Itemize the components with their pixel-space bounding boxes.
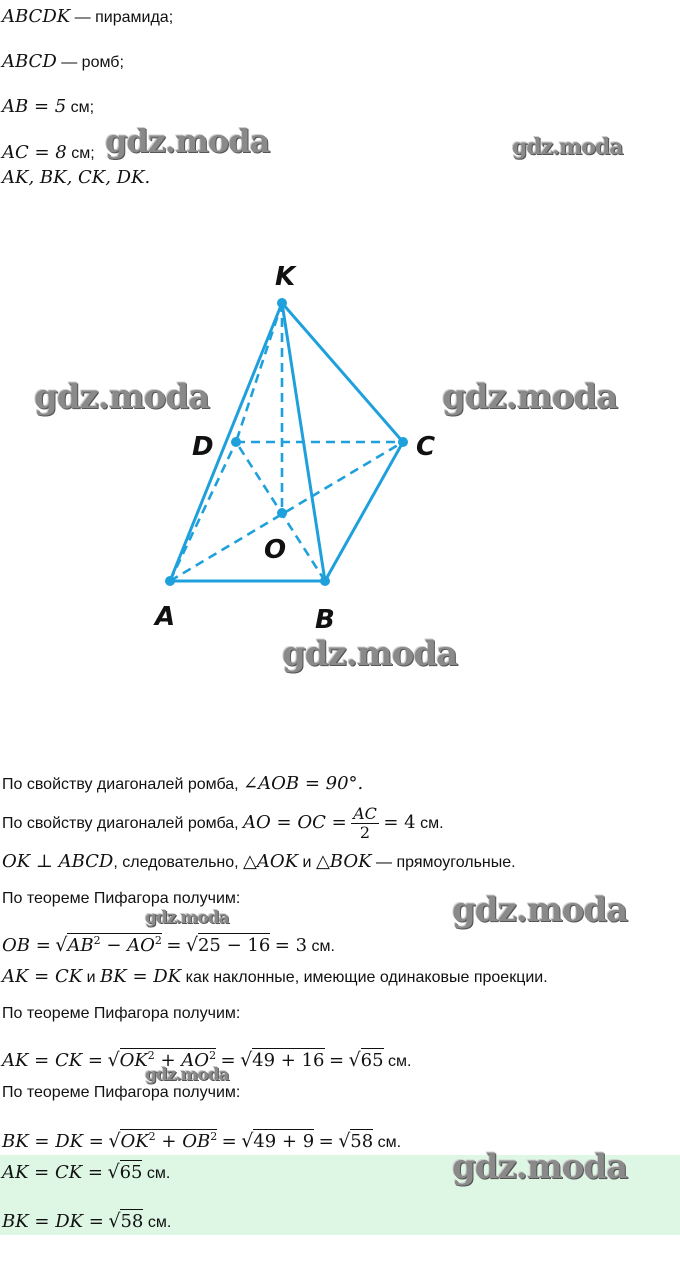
fraction-numerator: AC xyxy=(353,804,377,824)
math-expr: = 4 xyxy=(383,812,416,833)
math-expr: OB = xyxy=(2,935,51,956)
edge-ad xyxy=(170,442,236,581)
radicand: 65 xyxy=(119,1162,143,1183)
math-expr: AK = CK = xyxy=(2,1162,103,1183)
math-expr: AC = 8 xyxy=(2,142,67,163)
sqrt-sign: √ xyxy=(185,934,198,956)
solution-line-6 xyxy=(2,966,548,989)
text: По теореме Пифагора получим: xyxy=(2,1084,241,1101)
unit: см. xyxy=(147,1214,172,1231)
answer-line-1 xyxy=(2,1161,170,1185)
point-a xyxy=(165,576,175,586)
point-k xyxy=(277,298,287,308)
math-expr: AK = CK xyxy=(2,966,83,987)
edge-kd xyxy=(236,303,282,442)
label-b: B xyxy=(315,605,335,635)
math-expr: ∠AOB = 90°. xyxy=(243,773,364,794)
radicand: 49 + 16 xyxy=(252,1050,325,1071)
text: и xyxy=(86,969,96,986)
text: По теореме Пифагора получим: xyxy=(2,890,241,907)
sqrt-sign: √ xyxy=(338,1130,351,1152)
math-expr: AK = CK = xyxy=(2,1050,103,1071)
radicand: $OK^2 + AO^2$ xyxy=(119,1049,217,1071)
unit: см. xyxy=(377,1134,402,1151)
watermark-logo: gdz.moda xyxy=(442,377,618,417)
sqrt-sign: √ xyxy=(348,1049,361,1071)
solution-line-10 xyxy=(2,1126,401,1154)
point-c xyxy=(398,437,408,447)
solution-line-5 xyxy=(2,930,335,958)
math-expr: OK ⊥ ABCD xyxy=(2,851,114,872)
text: — ромб; xyxy=(61,54,124,71)
point-o xyxy=(277,508,287,518)
sqrt-sign: √ xyxy=(240,1049,253,1071)
watermark-logo: gdz.moda xyxy=(34,377,210,417)
math-expr: △BOK xyxy=(315,851,372,872)
watermark-logo: gdz.moda xyxy=(105,122,270,160)
math-expr: △AOK xyxy=(243,851,299,872)
solution-line-9 xyxy=(2,1082,240,1104)
radicand: 58 xyxy=(350,1131,374,1152)
watermark-logo: gdz.moda xyxy=(452,1147,628,1187)
math-expr: = xyxy=(328,1050,345,1071)
math-expr: AB = 5 xyxy=(2,96,67,117)
sqrt-sign: √ xyxy=(107,1161,120,1183)
unit: см. xyxy=(420,815,444,832)
solution-line-4 xyxy=(2,888,240,910)
text: — прямоугольные. xyxy=(376,854,516,871)
radicand: 49 + 9 xyxy=(253,1131,315,1152)
sqrt-sign: √ xyxy=(107,1049,120,1071)
math-expr: BK = DK = xyxy=(2,1211,104,1232)
math-expr: = xyxy=(166,935,182,956)
edge-bc xyxy=(325,442,403,581)
text: см; xyxy=(71,145,95,162)
watermark-logo: gdz.moda xyxy=(452,890,628,930)
sqrt-sign: √ xyxy=(108,1210,121,1232)
text: как наклонные, имеющие одинаковые проекции. xyxy=(185,969,548,986)
text: По свойству диагоналей ромба, xyxy=(2,815,239,832)
solution-line-3 xyxy=(2,851,516,874)
label-o: O xyxy=(264,535,287,565)
unit: см. xyxy=(387,1053,412,1070)
radicand: $OK^2 + OB^2$ xyxy=(120,1130,218,1152)
math-expr: BK = DK = xyxy=(2,1131,104,1152)
label-k: K xyxy=(275,262,296,292)
radicand: 58 xyxy=(120,1211,144,1232)
fraction-denominator: 2 xyxy=(359,823,371,843)
text: см; xyxy=(70,99,95,116)
text: — пирамида; xyxy=(74,9,174,26)
math-expr: AO = OC = xyxy=(243,812,347,833)
math-expr: BK = DK xyxy=(100,966,182,987)
sqrt-sign: √ xyxy=(108,1130,121,1152)
solution-line-1 xyxy=(2,773,363,796)
sqrt-sign: √ xyxy=(55,934,68,956)
sqrt-sign: √ xyxy=(241,1130,254,1152)
watermark-logo: gdz.moda xyxy=(512,134,623,160)
point-d xyxy=(231,437,241,447)
math-expr: = xyxy=(221,1131,237,1152)
text: и xyxy=(302,854,312,871)
label-d: D xyxy=(192,432,214,462)
fraction xyxy=(351,805,379,842)
unit: см. xyxy=(146,1165,171,1182)
watermark-logo: gdz.moda xyxy=(145,908,229,928)
watermark-logo: gdz.moda xyxy=(145,1065,229,1085)
watermark-logo: gdz.moda xyxy=(282,634,458,674)
unit: см. xyxy=(311,938,335,955)
math-expr: AK, BK, CK, DK. xyxy=(2,167,151,188)
solution-line-7 xyxy=(2,1003,240,1025)
radicand: $AB^2 - AO^2$ xyxy=(67,934,162,956)
label-a: A xyxy=(155,602,176,632)
math-expr: ABCD xyxy=(2,51,57,72)
label-c: C xyxy=(416,432,436,462)
radicand: 25 − 16 xyxy=(197,935,271,956)
radicand: 65 xyxy=(360,1050,384,1071)
math-expr: = xyxy=(220,1050,236,1071)
text: По свойству диагоналей ромба, xyxy=(2,776,239,793)
point-b xyxy=(320,576,330,586)
text: По теореме Пифагора получим: xyxy=(2,1005,241,1022)
solution-line-2 xyxy=(2,800,444,847)
math-expr: ABCDK xyxy=(2,6,71,27)
text: , следовательно, xyxy=(113,854,239,871)
answer-line-2 xyxy=(2,1210,171,1234)
math-expr: = 3 xyxy=(274,935,308,956)
math-expr: = xyxy=(318,1131,334,1152)
